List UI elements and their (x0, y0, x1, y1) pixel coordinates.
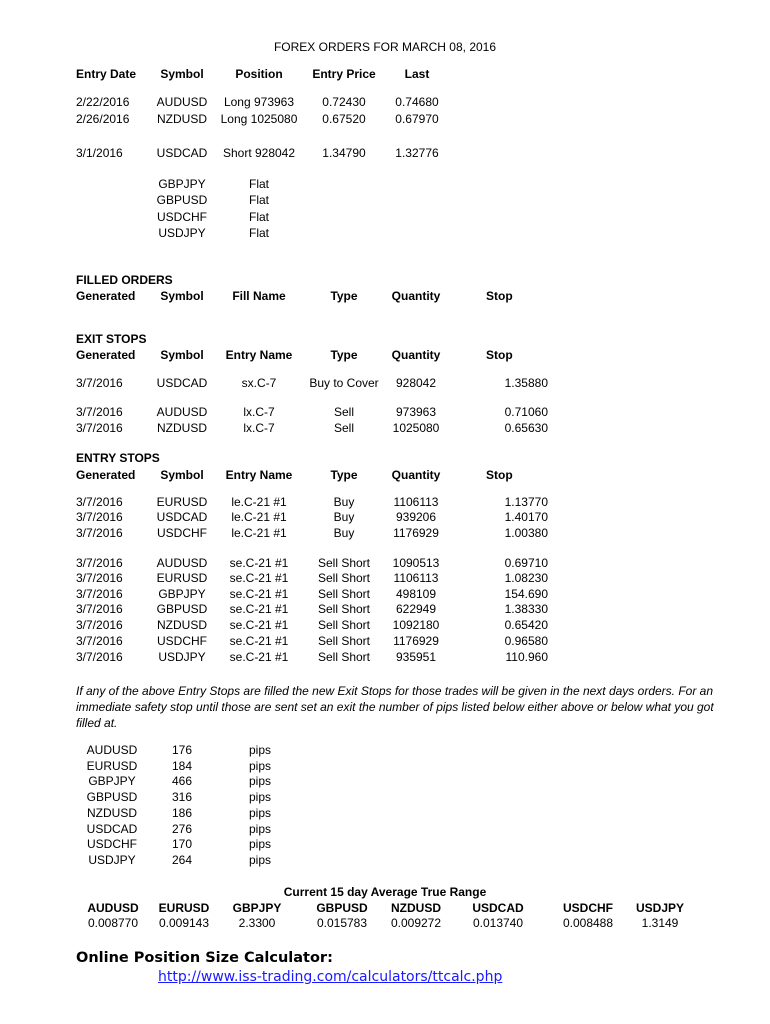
exit-stop-cell: 973963 (395, 405, 437, 419)
pips-cell: pips (248, 790, 271, 805)
positions-header: Entry Date (76, 67, 137, 81)
entry-stop-cell: 1.08230 (504, 571, 548, 585)
entry-stop-cell: 3/7/2016 (76, 510, 123, 524)
calculator-title: Online Position Size Calculator: (76, 950, 333, 966)
pips-cell: pips (248, 852, 271, 867)
entry-stops-header: Stop (486, 468, 513, 482)
entry-stop-cell: 1106113 (393, 571, 439, 585)
exit-stop-cell: 0.65630 (504, 421, 548, 435)
filled-orders-header: Type (330, 289, 358, 303)
exit-stop-cell: AUDUSD (156, 405, 208, 419)
positions-cell: Flat (248, 226, 269, 240)
exit-stop-cell: 3/7/2016 (76, 376, 123, 390)
entry-stop-cell: se.C-21 #1 (229, 556, 289, 570)
entry-stop-cell: Sell Short (317, 571, 371, 585)
atr-symbol: USDCAD (472, 901, 524, 915)
entry-stop-cell: 1.00380 (504, 526, 548, 540)
atr-symbol: USDJPY (635, 901, 685, 915)
entry-stop-cell: se.C-21 #1 (229, 634, 289, 648)
entry-stop-cell: 3/7/2016 (76, 556, 123, 570)
exit-stop-cell: Sell (333, 405, 354, 419)
entry-stop-cell: EURUSD (156, 495, 208, 509)
pips-cell: GBPUSD (86, 790, 138, 805)
entry-stop-cell: 3/7/2016 (76, 650, 123, 664)
pips-cell: NZDUSD (87, 805, 137, 820)
positions-cell: NZDUSD (157, 112, 207, 126)
positions-cell: 1.34790 (322, 146, 366, 160)
exit-stop-cell: 1.35880 (504, 376, 548, 390)
entry-stop-cell: Sell Short (317, 618, 371, 632)
atr-value: 0.009272 (390, 916, 442, 930)
positions-cell: GBPUSD (156, 193, 208, 207)
entry-stop-cell: 622949 (395, 602, 437, 616)
exit-stop-cell: sx.C-7 (241, 376, 277, 390)
entry-stop-cell: 935951 (395, 650, 437, 664)
pips-cell: GBPJPY (88, 774, 136, 789)
exit-stop-cell: 0.71060 (504, 405, 548, 419)
atr-value: 2.3300 (238, 916, 276, 930)
entry-stop-cell: 1.38330 (504, 602, 548, 616)
pips-cell: pips (248, 774, 271, 789)
pips-cell: pips (248, 837, 271, 852)
pips-cell: USDCHF (87, 837, 137, 852)
exit-stops-header: Generated (76, 348, 136, 362)
positions-cell: Flat (248, 210, 269, 224)
pips-cell: pips (248, 743, 271, 757)
exit-stop-cell: 1025080 (392, 421, 440, 435)
entry-stop-cell: 3/7/2016 (76, 634, 123, 648)
entry-stop-cell: Buy (333, 510, 355, 524)
filled-orders-header: Generated (76, 289, 136, 303)
section-title: FILLED ORDERS (76, 273, 173, 287)
pips-cell: 276 (171, 821, 193, 836)
entry-stop-cell: 1106113 (393, 495, 439, 509)
entry-stops-header: Generated (76, 468, 136, 482)
entry-stop-cell: GBPUSD (156, 602, 208, 616)
exit-stop-cell: 3/7/2016 (76, 405, 123, 419)
positions-cell: Long 1025080 (220, 112, 298, 126)
section-title: EXIT STOPS (76, 332, 147, 346)
entry-stop-cell: se.C-21 #1 (229, 602, 289, 616)
atr-value: 1.3149 (641, 916, 679, 930)
entry-stop-cell: 154.690 (504, 587, 548, 601)
pips-cell: 466 (171, 774, 193, 789)
positions-cell: 0.67970 (395, 112, 439, 126)
positions-cell: AUDUSD (156, 95, 208, 109)
positions-cell: 0.72430 (322, 95, 366, 109)
entry-stop-cell: se.C-21 #1 (229, 650, 289, 664)
entry-stop-cell: Buy (333, 526, 355, 540)
atr-value: 0.013740 (472, 916, 524, 930)
positions-cell: Flat (248, 193, 269, 207)
filled-orders-header: Symbol (160, 289, 204, 303)
positions-cell: Flat (248, 177, 269, 191)
entry-stop-cell: le.C-21 #1 (231, 526, 287, 540)
atr-symbol: EURUSD (158, 901, 210, 915)
section-title: ENTRY STOPS (76, 451, 160, 465)
exit-stop-cell: lx.C-7 (243, 421, 275, 435)
entry-stop-cell: 939206 (395, 510, 437, 524)
atr-value: 0.008488 (562, 916, 614, 930)
exit-stop-cell: Sell (333, 421, 354, 435)
entry-stop-cell: 3/7/2016 (76, 495, 123, 509)
positions-cell: USDJPY (158, 226, 206, 240)
exit-stop-cell: NZDUSD (157, 421, 207, 435)
entry-stop-cell: 0.69710 (504, 556, 548, 570)
atr-symbol: GBPUSD (316, 901, 368, 915)
entry-stop-cell: 3/7/2016 (76, 587, 123, 601)
positions-cell: USDCHF (157, 210, 207, 224)
pips-cell: pips (248, 758, 271, 773)
positions-cell: USDCAD (156, 146, 208, 160)
positions-header: Symbol (160, 67, 204, 81)
entry-stop-cell: 1176929 (393, 634, 439, 648)
pips-cell: USDCAD (86, 821, 138, 836)
entry-stop-cell: 1176929 (393, 526, 439, 540)
exit-stop-cell: lx.C-7 (243, 405, 275, 419)
entry-stop-cell: 498109 (395, 587, 437, 601)
positions-cell: 2/22/2016 (76, 95, 130, 109)
pips-cell: EURUSD (86, 758, 138, 773)
entry-stop-cell: AUDUSD (156, 556, 208, 570)
entry-stops-header: Quantity (391, 468, 441, 482)
entry-stops-header: Symbol (160, 468, 204, 482)
exit-stops-header: Quantity (391, 348, 441, 362)
pips-cell: 186 (171, 805, 193, 820)
entry-stop-cell: 3/7/2016 (76, 602, 123, 616)
entry-stop-cell: le.C-21 #1 (231, 510, 287, 524)
entry-stop-cell: Sell Short (317, 634, 371, 648)
pips-cell: pips (248, 805, 271, 820)
entry-stop-cell: USDCAD (156, 510, 208, 524)
entry-stop-cell: NZDUSD (157, 618, 207, 632)
positions-cell: 1.32776 (395, 146, 439, 160)
positions-header: Entry Price (312, 67, 376, 81)
exit-stop-cell: USDCAD (156, 376, 208, 390)
entry-stop-cell: 0.96580 (504, 634, 548, 648)
page-title: FOREX ORDERS FOR MARCH 08, 2016 (273, 40, 497, 54)
entry-stop-cell: Sell Short (317, 556, 371, 570)
entry-stop-cell: se.C-21 #1 (229, 571, 289, 585)
entry-stop-cell: 3/7/2016 (76, 571, 123, 585)
entry-stop-cell: se.C-21 #1 (229, 618, 289, 632)
entry-stop-cell: 1.13770 (504, 495, 548, 509)
entry-stop-cell: USDJPY (158, 650, 206, 664)
pips-cell: 170 (171, 837, 193, 852)
pips-cell: pips (248, 821, 271, 836)
entry-stop-cell: EURUSD (156, 571, 208, 585)
entry-stop-cell: Buy (333, 495, 355, 509)
safety-stop-note: If any of the above Entry Stops are filled the new Exit Stops for those trades will be given in the next days orders. For an immediate safety stop until those are sent set an exit the number of pips listed below either above or below what you got filled at. (76, 684, 714, 730)
entry-stop-cell: 110.960 (505, 650, 548, 664)
atr-symbol: USDCHF (563, 901, 613, 915)
exit-stop-cell: 928042 (395, 376, 437, 390)
pips-cell: AUDUSD (86, 743, 138, 757)
atr-value: 0.015783 (316, 916, 368, 930)
pips-cell: 264 (171, 852, 193, 867)
positions-header: Last (404, 67, 430, 81)
positions-cell: Long 973963 (223, 95, 295, 109)
exit-stop-cell: 3/7/2016 (76, 421, 123, 435)
positions-cell: 0.67520 (322, 112, 366, 126)
entry-stop-cell: GBPJPY (158, 587, 206, 601)
positions-cell: 0.74680 (395, 95, 439, 109)
entry-stop-cell: Sell Short (317, 587, 371, 601)
positions-header: Position (235, 67, 283, 81)
atr-symbol: AUDUSD (87, 901, 139, 915)
entry-stop-cell: USDCHF (157, 634, 207, 648)
entry-stop-cell: 1.40170 (504, 510, 548, 524)
positions-cell: 3/1/2016 (76, 146, 123, 160)
entry-stop-cell: USDCHF (157, 526, 207, 540)
entry-stop-cell: le.C-21 #1 (231, 495, 287, 509)
exit-stops-header: Entry Name (225, 348, 293, 362)
pips-cell: 316 (171, 790, 193, 805)
positions-cell: GBPJPY (158, 177, 206, 191)
pips-cell: USDJPY (88, 852, 136, 867)
exit-stops-header: Symbol (160, 348, 204, 362)
entry-stop-cell: Sell Short (317, 602, 371, 616)
atr-title: Current 15 day Average True Range (283, 885, 487, 899)
entry-stop-cell: se.C-21 #1 (229, 587, 289, 601)
entry-stops-header: Entry Name (225, 468, 293, 482)
positions-cell: Short 928042 (222, 146, 296, 160)
entry-stop-cell: 3/7/2016 (76, 618, 123, 632)
entry-stop-cell: 3/7/2016 (76, 526, 123, 540)
entry-stop-cell: 1092180 (392, 618, 440, 632)
filled-orders-header: Stop (486, 289, 513, 303)
exit-stops-header: Type (330, 348, 358, 362)
filled-orders-header: Quantity (391, 289, 441, 303)
entry-stop-cell: 1090513 (392, 556, 440, 570)
filled-orders-header: Fill Name (232, 289, 286, 303)
pips-cell: 176 (171, 743, 193, 757)
positions-cell: 2/26/2016 (76, 112, 130, 126)
atr-value: 0.008770 (87, 916, 139, 930)
atr-value: 0.009143 (158, 916, 210, 930)
entry-stops-header: Type (330, 468, 358, 482)
atr-symbol: GBPJPY (232, 901, 282, 915)
entry-stop-cell: Sell Short (317, 650, 371, 664)
exit-stop-cell: Buy to Cover (309, 376, 379, 390)
atr-symbol: NZDUSD (391, 901, 441, 915)
entry-stop-cell: 0.65420 (504, 618, 548, 632)
exit-stops-header: Stop (486, 348, 513, 362)
calculator-link[interactable]: http://www.iss-trading.com/calculators/ttcalc.php (158, 969, 503, 985)
pips-cell: 184 (171, 758, 193, 773)
